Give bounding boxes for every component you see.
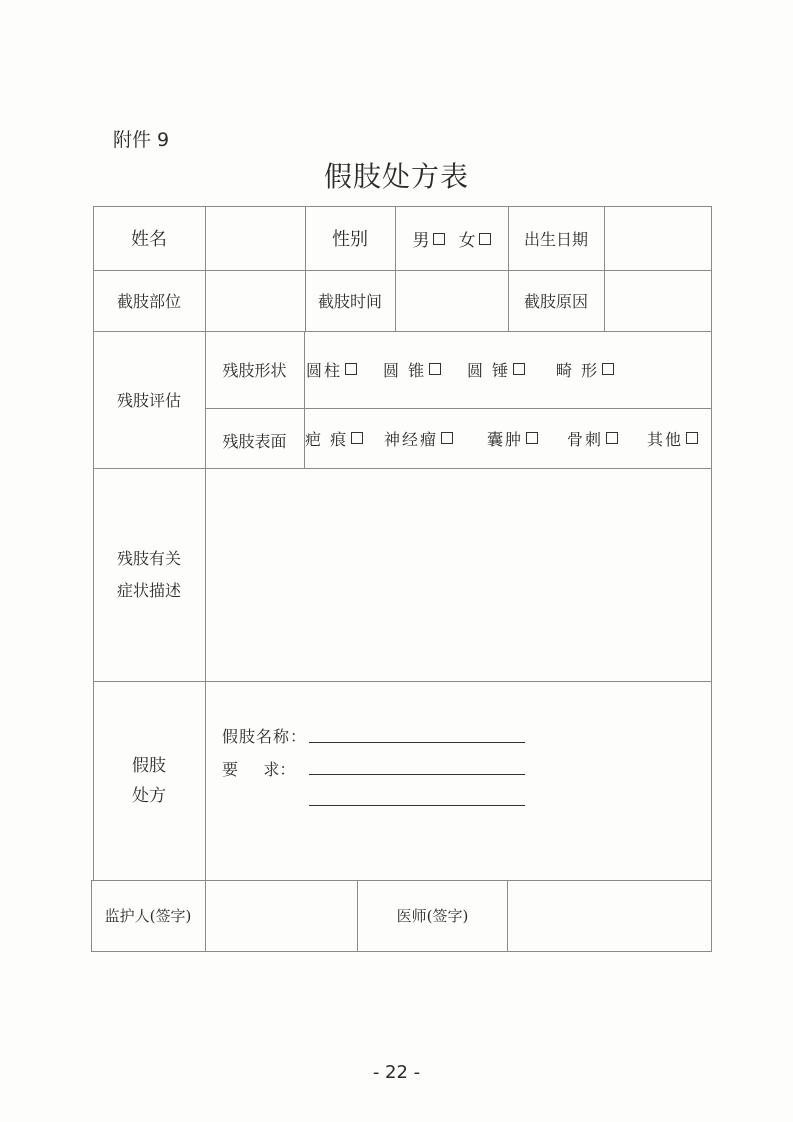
shape-option[interactable] <box>306 358 357 381</box>
rx-req-field[interactable] <box>309 774 525 775</box>
birth-field[interactable] <box>605 206 711 270</box>
checkbox[interactable] <box>513 363 525 375</box>
rx-label <box>93 681 205 880</box>
amp-time-field[interactable] <box>396 270 508 331</box>
surface-option-label: 疤 痕 <box>305 430 349 449</box>
shape-option-label: 畸 形 <box>556 361 600 380</box>
surface-option-label: 骨刺 <box>567 430 604 449</box>
checkbox[interactable] <box>351 432 363 444</box>
shape-option-label: 圆 锤 <box>467 361 511 380</box>
surface-option[interactable] <box>305 427 363 450</box>
checkbox[interactable] <box>526 432 538 444</box>
stump-shape-label: 残肢形状 <box>222 361 287 380</box>
symptoms-label-line2: 症状描述 <box>116 580 181 600</box>
gender-male-checkbox[interactable] <box>433 233 445 245</box>
rx-label-line1: 假肢 <box>132 755 166 776</box>
symptoms-label-line1: 残肢有关 <box>116 548 181 568</box>
gender-female[interactable] <box>459 226 491 251</box>
stump-eval-label: 残肢评估 <box>116 391 181 410</box>
surface-option[interactable] <box>384 427 453 450</box>
amp-cause-label: 截肢原因 <box>523 292 588 311</box>
shape-option[interactable] <box>556 358 614 381</box>
name-label: 姓名 <box>131 229 167 250</box>
amp-site-label: 截肢部位 <box>116 292 181 311</box>
checkbox[interactable] <box>686 432 698 444</box>
checkbox[interactable] <box>345 363 357 375</box>
guardian-label: 监护人(签字) <box>104 907 192 925</box>
birth-label: 出生日期 <box>523 229 588 249</box>
symptoms-label <box>93 468 205 681</box>
gender-male-label: 男 <box>412 230 430 251</box>
shape-option[interactable] <box>467 358 525 381</box>
checkbox[interactable] <box>441 432 453 444</box>
surface-option-label: 其他 <box>647 430 684 449</box>
checkbox[interactable] <box>602 363 614 375</box>
shape-option-label: 圆 锥 <box>383 361 427 380</box>
checkbox[interactable] <box>606 432 618 444</box>
gender-label: 性别 <box>332 229 368 250</box>
stump-surface-label: 残肢表面 <box>222 431 287 451</box>
doctor-label: 医师(签字) <box>396 907 469 925</box>
rx-req-label: 要 求： <box>222 760 296 779</box>
shape-option-label: 圆柱 <box>306 361 343 380</box>
amp-cause-field[interactable] <box>605 270 711 331</box>
page-number: - 22 - <box>372 1062 421 1083</box>
gender-male[interactable] <box>413 226 445 251</box>
surface-option[interactable] <box>487 427 538 450</box>
surface-option-label: 神经瘤 <box>384 430 439 449</box>
amp-time-label: 截肢时间 <box>317 292 382 311</box>
page-title: 假肢处方表 <box>323 160 469 193</box>
symptoms-field[interactable] <box>206 469 711 681</box>
surface-option[interactable] <box>647 427 698 450</box>
gender-female-label: 女 <box>458 230 476 251</box>
gender-options <box>395 206 508 270</box>
guardian-signature[interactable] <box>206 881 357 951</box>
rx-label-line2: 处方 <box>132 785 166 806</box>
checkbox[interactable] <box>429 363 441 375</box>
rx-name-label: 假肢名称： <box>222 727 308 746</box>
attachment-label: 附件 9 <box>113 129 170 151</box>
amp-site-field[interactable] <box>206 270 305 331</box>
name-field[interactable] <box>206 206 305 270</box>
rx-name-field[interactable] <box>309 742 525 743</box>
shape-option[interactable] <box>383 358 441 381</box>
surface-option-label: 囊肿 <box>487 430 524 449</box>
gender-female-checkbox[interactable] <box>479 233 491 245</box>
rx-req-field-line2[interactable] <box>309 805 525 806</box>
surface-option[interactable] <box>567 427 618 450</box>
doctor-signature[interactable] <box>508 881 711 951</box>
